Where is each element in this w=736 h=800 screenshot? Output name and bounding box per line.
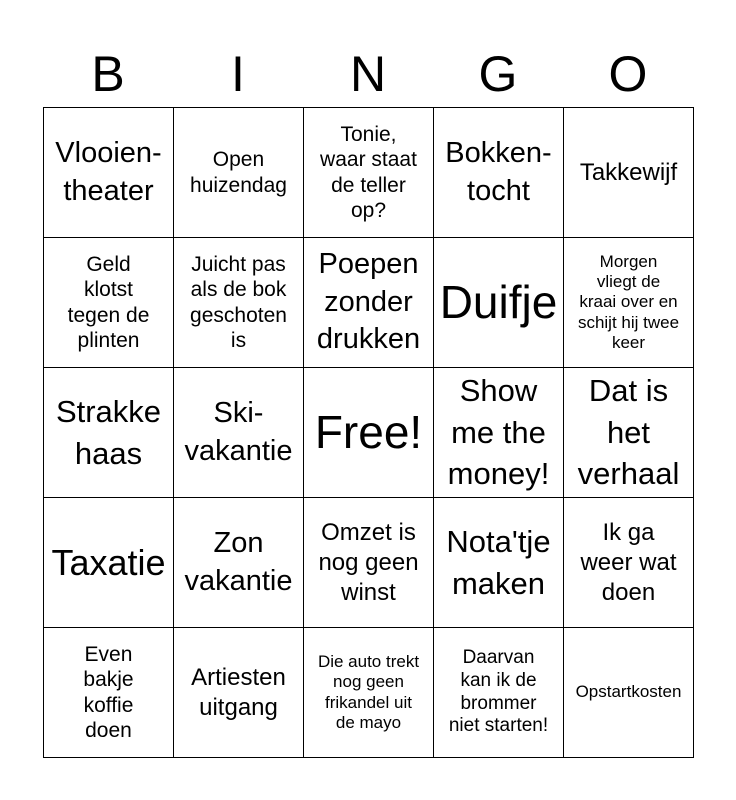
header-letter-b: B xyxy=(91,46,125,102)
bingo-cell[interactable]: Bokken- tocht xyxy=(434,108,564,238)
bingo-cell[interactable]: Artiesten uitgang xyxy=(174,628,304,758)
bingo-cell[interactable]: Nota'tje maken xyxy=(434,498,564,628)
bingo-cell[interactable]: Omzet is nog geen winst xyxy=(304,498,434,628)
bingo-cell[interactable]: Tonie, waar staat de teller op? xyxy=(304,108,434,238)
bingo-cell[interactable]: Strakke haas xyxy=(44,368,174,498)
bingo-cell[interactable]: Show me the money! xyxy=(434,368,564,498)
header-letter-o: O xyxy=(608,46,648,102)
bingo-cell[interactable]: Zon vakantie xyxy=(174,498,304,628)
bingo-cell[interactable]: Poepen zonder drukken xyxy=(304,238,434,368)
bingo-header xyxy=(43,40,693,108)
bingo-cell[interactable]: Morgen vliegt de kraai over en schijt hij twee keer xyxy=(564,238,694,368)
bingo-cell[interactable]: Even bakje koffie doen xyxy=(44,628,174,758)
bingo-cell[interactable]: Takkewijf xyxy=(564,108,694,238)
bingo-cell[interactable]: Die auto trekt nog geen frikandel uit de mayo xyxy=(304,628,434,758)
bingo-cell[interactable]: Ik ga weer wat doen xyxy=(564,498,694,628)
header-letter-i: I xyxy=(231,46,245,102)
bingo-cell[interactable]: Duifje xyxy=(434,238,564,368)
bingo-cell[interactable]: Dat is het verhaal xyxy=(564,368,694,498)
header-letter-n: N xyxy=(349,46,387,102)
bingo-cell[interactable]: Daarvan kan ik de brommer niet starten! xyxy=(434,628,564,758)
bingo-cell[interactable]: Vlooien- theater xyxy=(44,108,174,238)
header-letter-g: G xyxy=(478,46,518,102)
bingo-cell[interactable]: Taxatie xyxy=(44,498,174,628)
bingo-cell[interactable]: Juicht pas als de bok geschoten is xyxy=(174,238,304,368)
bingo-cell[interactable]: Geld klotst tegen de plinten xyxy=(44,238,174,368)
bingo-cell[interactable]: Ski- vakantie xyxy=(174,368,304,498)
bingo-cell[interactable]: Opstartkosten xyxy=(564,628,694,758)
bingo-cell[interactable]: Open huizendag xyxy=(174,108,304,238)
bingo-card-grid xyxy=(43,107,694,758)
bingo-cell free-space[interactable]: Free! xyxy=(304,368,434,498)
